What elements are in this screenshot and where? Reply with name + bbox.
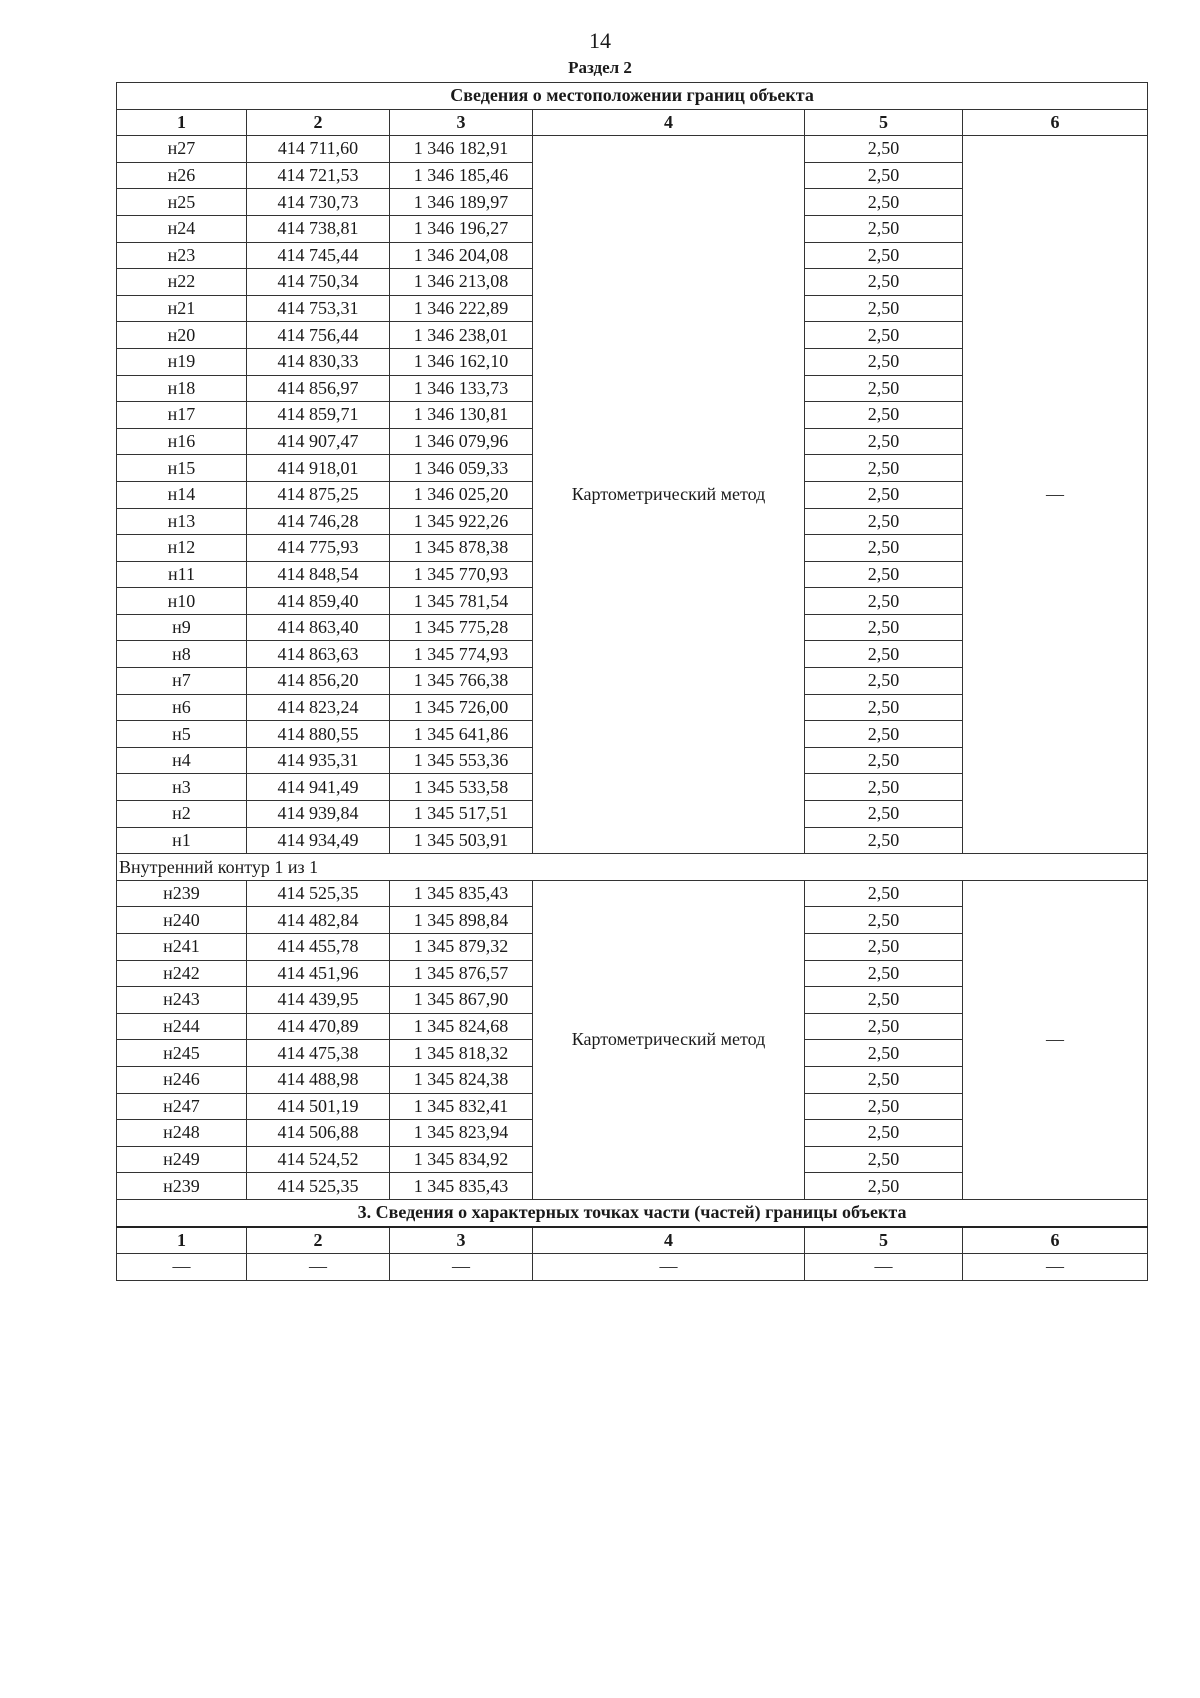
boundary-table-body <box>117 83 1148 1281</box>
accuracy-cell: 2,50 <box>805 1066 963 1093</box>
table-caption: Сведения о местоположении границ объекта <box>117 83 1148 110</box>
accuracy-cell: 2,50 <box>805 827 963 854</box>
accuracy-cell: 2,50 <box>805 269 963 296</box>
column-number: 5 <box>805 1227 963 1254</box>
accuracy-cell: 2,50 <box>805 641 963 668</box>
x-coordinate-cell: 414 859,71 <box>247 402 390 429</box>
x-coordinate-cell: 414 488,98 <box>247 1066 390 1093</box>
accuracy-cell: 2,50 <box>805 614 963 641</box>
x-coordinate-cell: 414 750,34 <box>247 269 390 296</box>
point-name-cell: н21 <box>117 295 247 322</box>
page-number: 14 <box>589 28 611 53</box>
table-row <box>117 136 1148 163</box>
x-coordinate-cell: 414 863,40 <box>247 614 390 641</box>
x-coordinate-cell: 414 475,38 <box>247 1040 390 1067</box>
y-coordinate-cell: 1 345 553,36 <box>390 747 533 774</box>
x-coordinate-cell: 414 746,28 <box>247 508 390 535</box>
accuracy-cell: 2,50 <box>805 747 963 774</box>
y-coordinate-cell: 1 346 222,89 <box>390 295 533 322</box>
accuracy-cell: 2,50 <box>805 348 963 375</box>
point-name-cell: н241 <box>117 934 247 961</box>
accuracy-cell: 2,50 <box>805 189 963 216</box>
y-coordinate-cell: 1 345 503,91 <box>390 827 533 854</box>
point-name-cell: н9 <box>117 614 247 641</box>
x-coordinate-cell: 414 830,33 <box>247 348 390 375</box>
y-coordinate-cell: 1 346 182,91 <box>390 136 533 163</box>
x-coordinate-cell: 414 856,97 <box>247 375 390 402</box>
x-coordinate-cell: 414 775,93 <box>247 535 390 562</box>
part-data-cell: — <box>247 1254 390 1281</box>
point-name-cell: н11 <box>117 561 247 588</box>
x-coordinate-cell: 414 730,73 <box>247 189 390 216</box>
point-name-cell: н240 <box>117 907 247 934</box>
y-coordinate-cell: 1 345 835,43 <box>390 1173 533 1200</box>
y-coordinate-cell: 1 346 238,01 <box>390 322 533 349</box>
column-6-cell: — <box>963 136 1148 854</box>
accuracy-cell: 2,50 <box>805 880 963 907</box>
point-name-cell: н6 <box>117 694 247 721</box>
method-cell: Картометрический метод <box>533 136 805 854</box>
y-coordinate-cell: 1 345 533,58 <box>390 774 533 801</box>
part-column-number-row <box>117 1227 1148 1254</box>
part-data-cell: — <box>390 1254 533 1281</box>
column-number: 2 <box>247 109 390 136</box>
point-name-cell: н7 <box>117 668 247 695</box>
accuracy-cell: 2,50 <box>805 481 963 508</box>
x-coordinate-cell: 414 875,25 <box>247 481 390 508</box>
point-name-cell: н16 <box>117 428 247 455</box>
accuracy-cell: 2,50 <box>805 215 963 242</box>
accuracy-cell: 2,50 <box>805 1120 963 1147</box>
point-name-cell: н24 <box>117 215 247 242</box>
column-number: 3 <box>390 1227 533 1254</box>
y-coordinate-cell: 1 345 726,00 <box>390 694 533 721</box>
y-coordinate-cell: 1 345 770,93 <box>390 561 533 588</box>
x-coordinate-cell: 414 918,01 <box>247 455 390 482</box>
point-name-cell: н15 <box>117 455 247 482</box>
x-coordinate-cell: 414 934,49 <box>247 827 390 854</box>
point-name-cell: н245 <box>117 1040 247 1067</box>
y-coordinate-cell: 1 345 824,38 <box>390 1066 533 1093</box>
x-coordinate-cell: 414 859,40 <box>247 588 390 615</box>
x-coordinate-cell: 414 482,84 <box>247 907 390 934</box>
accuracy-cell: 2,50 <box>805 322 963 349</box>
point-name-cell: н249 <box>117 1146 247 1173</box>
accuracy-cell: 2,50 <box>805 1146 963 1173</box>
x-coordinate-cell: 414 941,49 <box>247 774 390 801</box>
accuracy-cell: 2,50 <box>805 535 963 562</box>
y-coordinate-cell: 1 346 213,08 <box>390 269 533 296</box>
accuracy-cell: 2,50 <box>805 774 963 801</box>
boundary-table <box>116 82 1148 1281</box>
accuracy-cell: 2,50 <box>805 588 963 615</box>
x-coordinate-cell: 414 823,24 <box>247 694 390 721</box>
point-name-cell: н243 <box>117 987 247 1014</box>
point-name-cell: н242 <box>117 960 247 987</box>
accuracy-cell: 2,50 <box>805 1093 963 1120</box>
accuracy-cell: 2,50 <box>805 375 963 402</box>
point-name-cell: н5 <box>117 721 247 748</box>
point-name-cell: н18 <box>117 375 247 402</box>
point-name-cell: н17 <box>117 402 247 429</box>
column-number: 3 <box>390 109 533 136</box>
point-name-cell: н23 <box>117 242 247 269</box>
point-name-cell: н1 <box>117 827 247 854</box>
accuracy-cell: 2,50 <box>805 694 963 721</box>
accuracy-cell: 2,50 <box>805 455 963 482</box>
column-number-row <box>117 109 1148 136</box>
x-coordinate-cell: 414 439,95 <box>247 987 390 1014</box>
point-name-cell: н239 <box>117 880 247 907</box>
accuracy-cell: 2,50 <box>805 402 963 429</box>
point-name-cell: н2 <box>117 801 247 828</box>
inner-contour-label: Внутренний контур 1 из 1 <box>117 854 1148 881</box>
accuracy-cell: 2,50 <box>805 721 963 748</box>
column-number: 6 <box>963 109 1148 136</box>
y-coordinate-cell: 1 345 867,90 <box>390 987 533 1014</box>
column-number: 1 <box>117 1227 247 1254</box>
point-name-cell: н12 <box>117 535 247 562</box>
column-number: 2 <box>247 1227 390 1254</box>
column-number: 4 <box>533 109 805 136</box>
accuracy-cell: 2,50 <box>805 1173 963 1200</box>
accuracy-cell: 2,50 <box>805 960 963 987</box>
point-name-cell: н19 <box>117 348 247 375</box>
section-title: Раздел 2 <box>568 58 632 77</box>
x-coordinate-cell: 414 935,31 <box>247 747 390 774</box>
y-coordinate-cell: 1 345 641,86 <box>390 721 533 748</box>
x-coordinate-cell: 414 907,47 <box>247 428 390 455</box>
y-coordinate-cell: 1 345 832,41 <box>390 1093 533 1120</box>
accuracy-cell: 2,50 <box>805 162 963 189</box>
accuracy-cell: 2,50 <box>805 295 963 322</box>
point-name-cell: н3 <box>117 774 247 801</box>
method-cell: Картометрический метод <box>533 880 805 1199</box>
part-data-row <box>117 1254 1148 1281</box>
y-coordinate-cell: 1 346 185,46 <box>390 162 533 189</box>
point-name-cell: н247 <box>117 1093 247 1120</box>
x-coordinate-cell: 414 745,44 <box>247 242 390 269</box>
point-name-cell: н246 <box>117 1066 247 1093</box>
table-row <box>117 880 1148 907</box>
column-6-cell: — <box>963 880 1148 1199</box>
point-name-cell: н8 <box>117 641 247 668</box>
y-coordinate-cell: 1 346 059,33 <box>390 455 533 482</box>
accuracy-cell: 2,50 <box>805 987 963 1014</box>
y-coordinate-cell: 1 346 133,73 <box>390 375 533 402</box>
point-name-cell: н4 <box>117 747 247 774</box>
y-coordinate-cell: 1 345 876,57 <box>390 960 533 987</box>
accuracy-cell: 2,50 <box>805 561 963 588</box>
x-coordinate-cell: 414 939,84 <box>247 801 390 828</box>
x-coordinate-cell: 414 524,52 <box>247 1146 390 1173</box>
column-number: 5 <box>805 109 963 136</box>
x-coordinate-cell: 414 753,31 <box>247 295 390 322</box>
x-coordinate-cell: 414 880,55 <box>247 721 390 748</box>
point-name-cell: н14 <box>117 481 247 508</box>
y-coordinate-cell: 1 345 775,28 <box>390 614 533 641</box>
part-data-cell: — <box>805 1254 963 1281</box>
point-name-cell: н239 <box>117 1173 247 1200</box>
x-coordinate-cell: 414 738,81 <box>247 215 390 242</box>
y-coordinate-cell: 1 346 079,96 <box>390 428 533 455</box>
point-name-cell: н10 <box>117 588 247 615</box>
y-coordinate-cell: 1 345 774,93 <box>390 641 533 668</box>
x-coordinate-cell: 414 856,20 <box>247 668 390 695</box>
y-coordinate-cell: 1 345 922,26 <box>390 508 533 535</box>
y-coordinate-cell: 1 345 834,92 <box>390 1146 533 1173</box>
inner-contour-row <box>117 854 1148 881</box>
y-coordinate-cell: 1 346 204,08 <box>390 242 533 269</box>
point-name-cell: н248 <box>117 1120 247 1147</box>
x-coordinate-cell: 414 506,88 <box>247 1120 390 1147</box>
y-coordinate-cell: 1 346 196,27 <box>390 215 533 242</box>
y-coordinate-cell: 1 345 824,68 <box>390 1013 533 1040</box>
y-coordinate-cell: 1 345 781,54 <box>390 588 533 615</box>
x-coordinate-cell: 414 525,35 <box>247 1173 390 1200</box>
accuracy-cell: 2,50 <box>805 428 963 455</box>
point-name-cell: н26 <box>117 162 247 189</box>
point-name-cell: н20 <box>117 322 247 349</box>
y-coordinate-cell: 1 345 898,84 <box>390 907 533 934</box>
y-coordinate-cell: 1 345 818,32 <box>390 1040 533 1067</box>
accuracy-cell: 2,50 <box>805 136 963 163</box>
x-coordinate-cell: 414 756,44 <box>247 322 390 349</box>
point-name-cell: н25 <box>117 189 247 216</box>
part-section-title: 3. Сведения о характерных точках части (частей) границы объекта <box>117 1199 1148 1226</box>
x-coordinate-cell: 414 863,63 <box>247 641 390 668</box>
y-coordinate-cell: 1 346 162,10 <box>390 348 533 375</box>
y-coordinate-cell: 1 346 025,20 <box>390 481 533 508</box>
x-coordinate-cell: 414 721,53 <box>247 162 390 189</box>
accuracy-cell: 2,50 <box>805 1040 963 1067</box>
column-number: 4 <box>533 1227 805 1254</box>
x-coordinate-cell: 414 525,35 <box>247 880 390 907</box>
accuracy-cell: 2,50 <box>805 508 963 535</box>
part-data-cell: — <box>117 1254 247 1281</box>
accuracy-cell: 2,50 <box>805 1013 963 1040</box>
part-data-cell: — <box>533 1254 805 1281</box>
x-coordinate-cell: 414 501,19 <box>247 1093 390 1120</box>
y-coordinate-cell: 1 345 835,43 <box>390 880 533 907</box>
accuracy-cell: 2,50 <box>805 801 963 828</box>
y-coordinate-cell: 1 345 878,38 <box>390 535 533 562</box>
accuracy-cell: 2,50 <box>805 907 963 934</box>
y-coordinate-cell: 1 345 879,32 <box>390 934 533 961</box>
x-coordinate-cell: 414 711,60 <box>247 136 390 163</box>
point-name-cell: н27 <box>117 136 247 163</box>
point-name-cell: н13 <box>117 508 247 535</box>
y-coordinate-cell: 1 346 189,97 <box>390 189 533 216</box>
y-coordinate-cell: 1 345 517,51 <box>390 801 533 828</box>
x-coordinate-cell: 414 848,54 <box>247 561 390 588</box>
part-data-cell: — <box>963 1254 1148 1281</box>
accuracy-cell: 2,50 <box>805 668 963 695</box>
column-number: 1 <box>117 109 247 136</box>
point-name-cell: н22 <box>117 269 247 296</box>
x-coordinate-cell: 414 451,96 <box>247 960 390 987</box>
x-coordinate-cell: 414 455,78 <box>247 934 390 961</box>
y-coordinate-cell: 1 345 823,94 <box>390 1120 533 1147</box>
x-coordinate-cell: 414 470,89 <box>247 1013 390 1040</box>
part-section-title-row <box>117 1199 1148 1226</box>
table-caption-row <box>117 83 1148 110</box>
column-number: 6 <box>963 1227 1148 1254</box>
y-coordinate-cell: 1 345 766,38 <box>390 668 533 695</box>
accuracy-cell: 2,50 <box>805 934 963 961</box>
point-name-cell: н244 <box>117 1013 247 1040</box>
accuracy-cell: 2,50 <box>805 242 963 269</box>
y-coordinate-cell: 1 346 130,81 <box>390 402 533 429</box>
